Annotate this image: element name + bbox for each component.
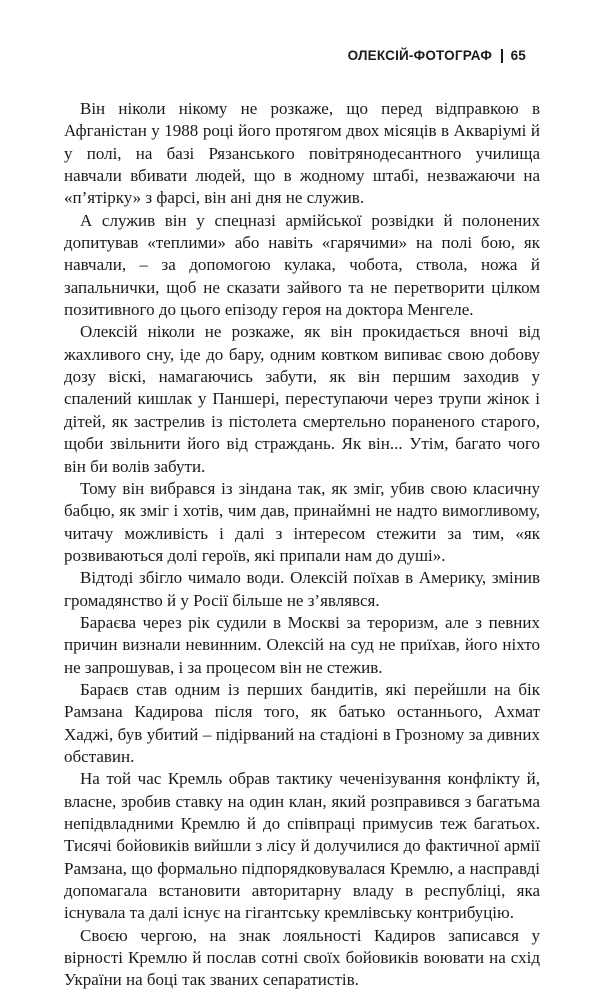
paragraph: Своєю чергою, на знак лояльності Кадиров записався у вірності Кремлю й послав сотні своїх бойовиків воювати на схід України на боці так званих сепаратистів. — [64, 925, 540, 990]
paragraph: Він ніколи нікому не розкаже, що перед відправкою в Афганістан у 1988 році його протягом двох місяців в Акваріумі й у полі, на базі Рязанського повітрянодесантного училища навчали вбивати людей, що в жодному штабі, незважаючи на «п’ятірку» з фарсі, він ані дня не служив. — [64, 99, 540, 208]
paragraph: Бараєв став одним із перших бандитів, які перейшли на бік Рамзана Кадирова після того, як батько останнього, Ахмат Хаджі, був убитий – підірваний на стадіоні в Грозному за дивних обставин. — [64, 679, 540, 766]
page-number: 65 — [510, 48, 526, 63]
paragraph: Олексій ніколи не розкаже, як він прокидається вночі від жахливого сну, іде до бару, одним ковтком випиває свою добову дозу віскі, намагаючись забути, як він першим заходив у спалений кишлак у Паншері, переступаючи через трупи жінок і дітей, як застрелив із пістолета смертельно пораненого старого, щоби звільнити його від страждань. Як він... Утім, багато чого він би волів забути. — [64, 322, 540, 476]
running-title: ОЛЕКСІЙ-ФОТОГРАФ — [347, 48, 493, 63]
paragraph: Тому він вибрався із зіндана так, як зміг, убив свою класичну бабцю, як зміг і хотів, чим дав, принаймні не надто вимогливому, читачу можливість і далі з інтересом стежити за тим, «як розвиваються долі героїв, які припали нам до душі». — [64, 478, 540, 565]
body-text — [64, 98, 540, 992]
paragraph: Відтоді збігло чимало води. Олексій поїхав в Америку, змінив громадянство й у Росії більше не з’являвся. — [64, 568, 540, 610]
running-head — [348, 48, 526, 63]
paragraph: А служив він у спецназі армійської розвідки й полонених допитував «теплими» або навіть «гарячими» на полі бою, як навчали, – за допомогою кулака, чобота, ствола, ножа й запальнички, щоб не сказати зайвого та не перетворити цілком позитивного до цього епізоду героя на доктора Менгеле. — [64, 210, 540, 320]
paragraph: Бараєва через рік судили в Москві за тероризм, але з певних причин визнали невинним. Олексій на суд не приїхав, його ніхто не запрошував, і за процесом він не стежив. — [64, 612, 540, 677]
header-separator — [501, 49, 503, 63]
paragraph: На той час Кремль обрав тактику чеченізування конфлікту й, власне, зробив ставку на один клан, який розправився з багатьма непідвладними Кремлю й до співпраці примусив теж багатьох. Тисячі бойовиків вийшли з лісу й долучилися до фактичної армії Рамзана, що формально підпорядковувалася Кремлю, а насправді допомагала встановити авторитарну владу в республіці, яка існувала та далі існує на гігантську кремлівську контрибуцію. — [64, 769, 540, 923]
